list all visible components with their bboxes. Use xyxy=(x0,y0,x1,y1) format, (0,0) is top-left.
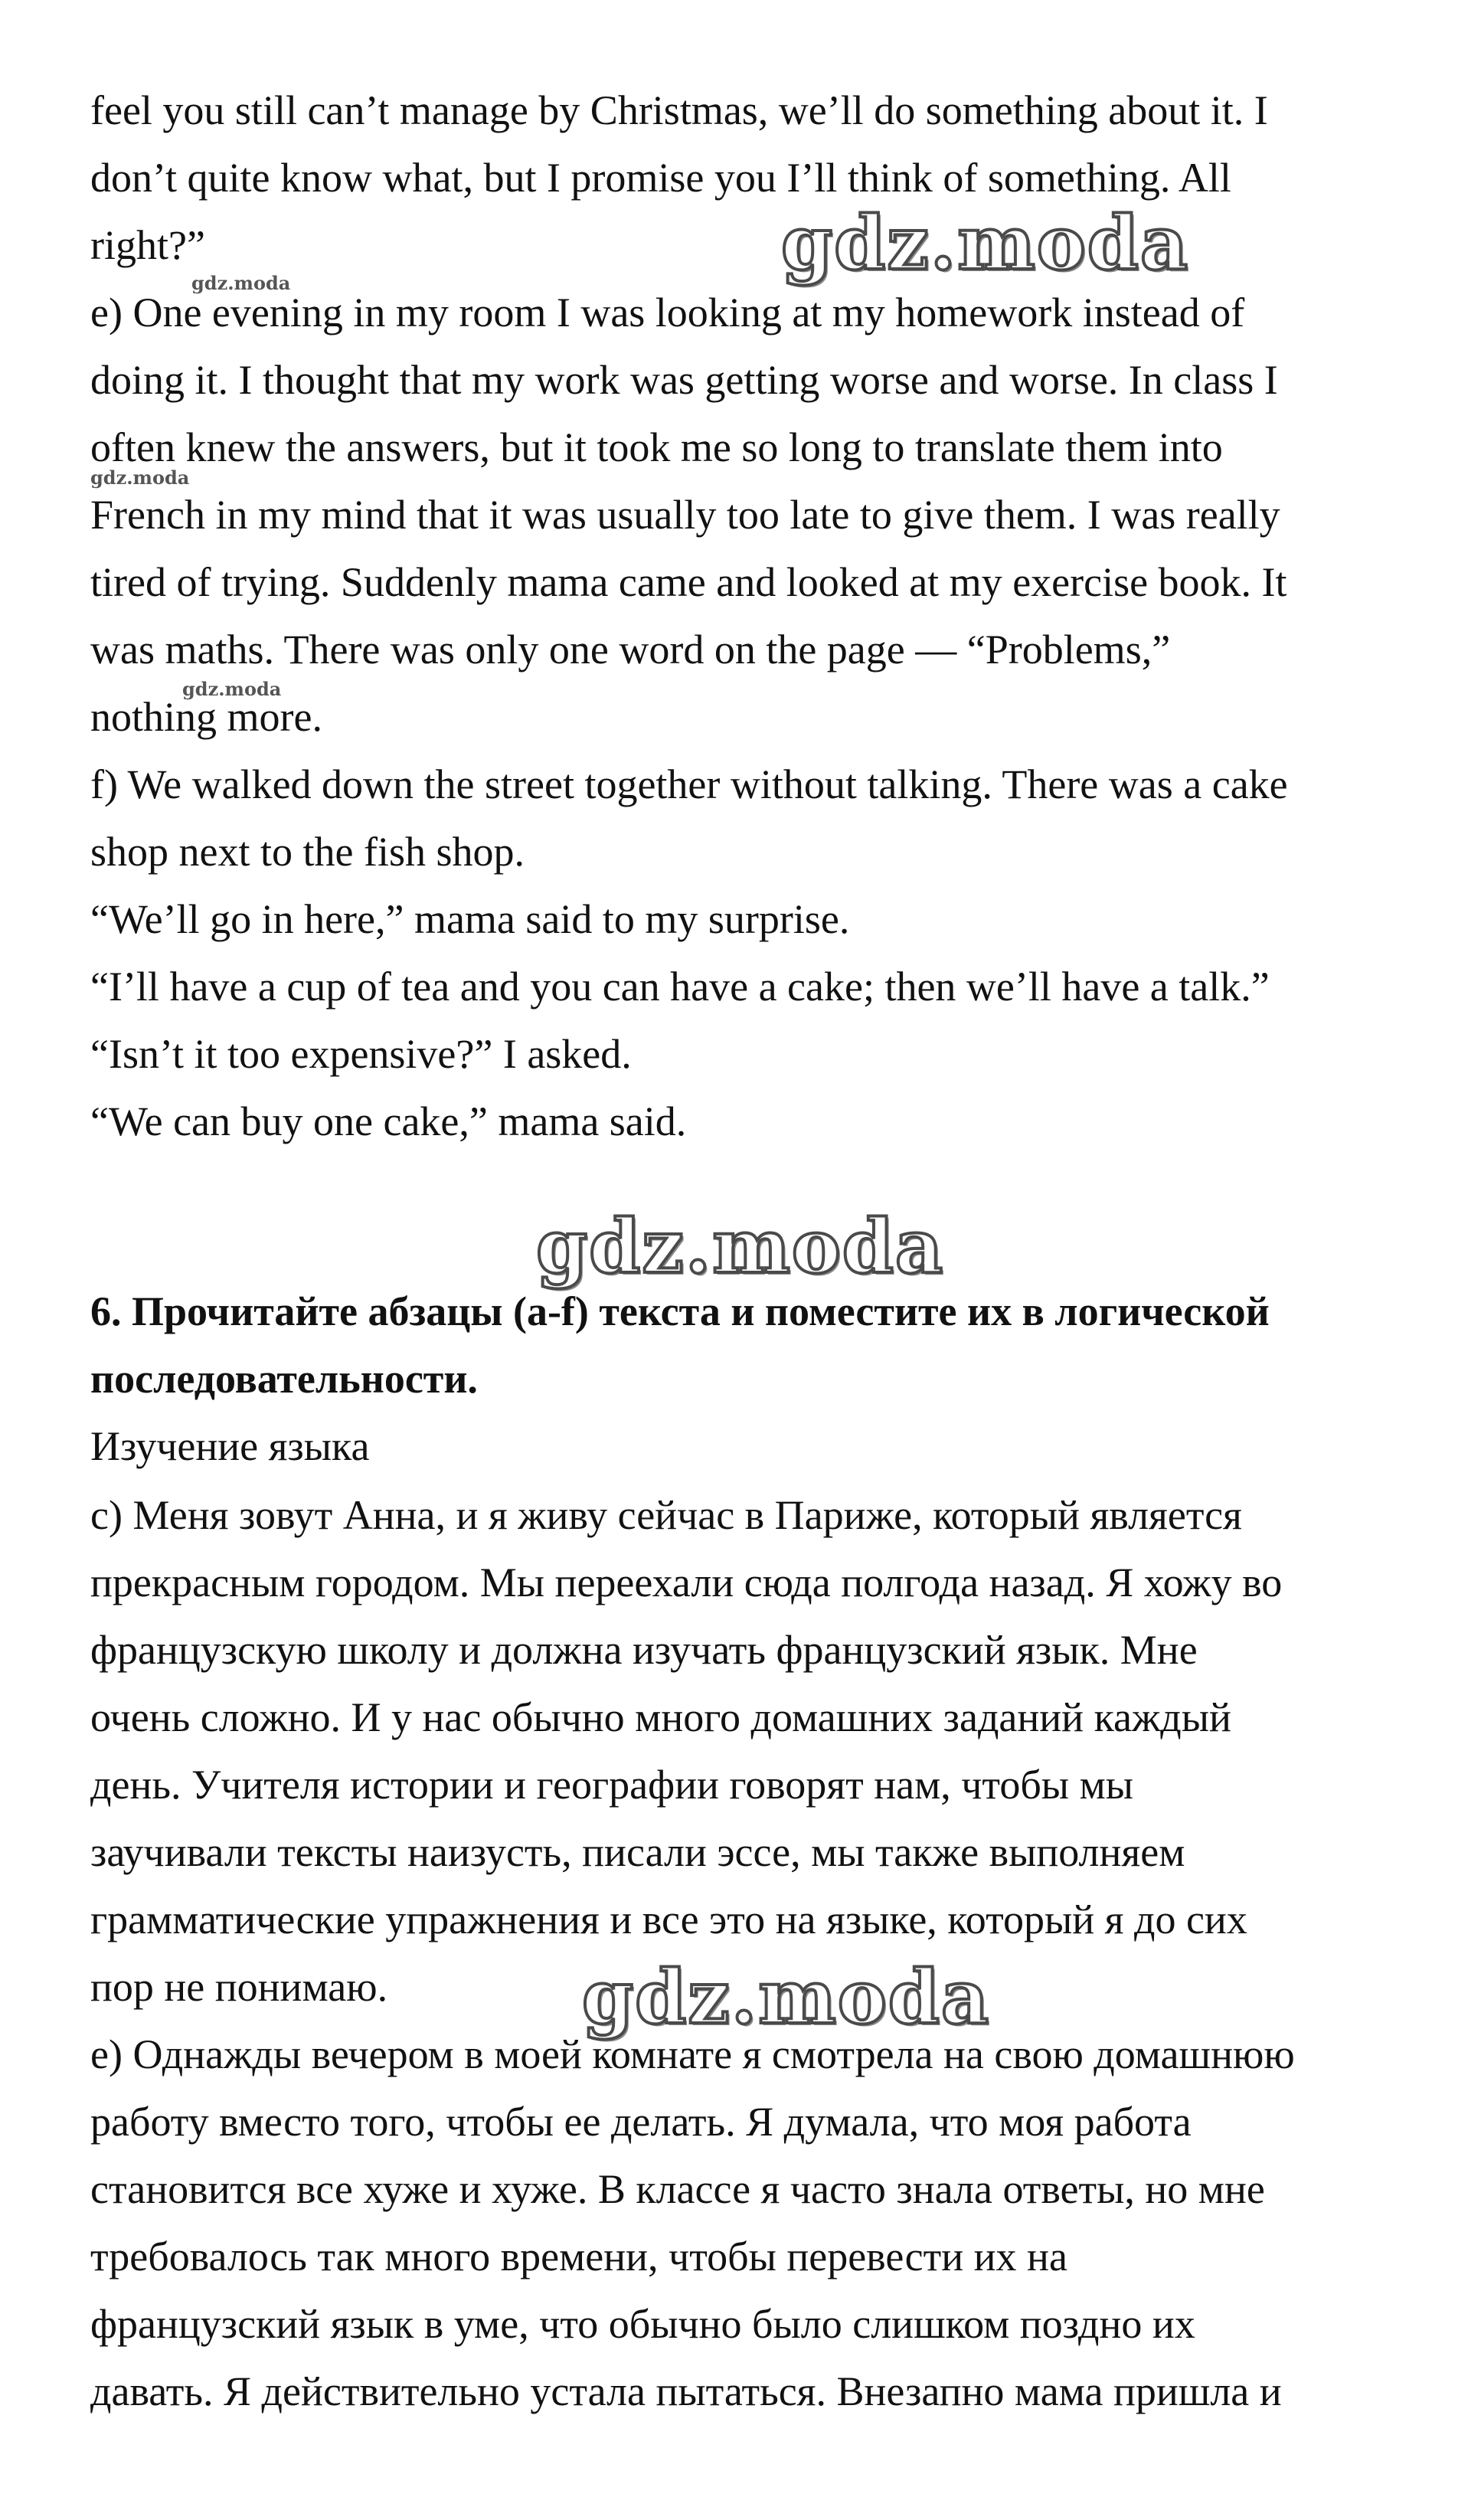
text-line: tired of trying. Suddenly mama came and looked at my exercise book. It xyxy=(90,559,1287,605)
english-passage xyxy=(90,77,1407,1155)
task-heading xyxy=(90,1278,1407,1480)
text-line: прекрасным городом. Мы переехали сюда полгода назад. Я хожу во xyxy=(90,1559,1283,1605)
text-line: shop next to the fish shop. xyxy=(90,829,525,875)
text-line: doing it. I thought that my work was getting worse and worse. In class I xyxy=(90,357,1278,403)
watermark: gdz.moda xyxy=(536,1203,945,1290)
text-line: грамматические упражнения и все это на языке, который я до сих xyxy=(90,1897,1247,1942)
text-line: c) Меня зовут Анна, и я живу сейчас в Париже, который является xyxy=(90,1492,1242,1538)
watermark-small: gdz.moda xyxy=(191,272,291,294)
text-line: французский язык в уме, что обычно было слишком поздно их xyxy=(90,2301,1195,2347)
text-line: становится все хуже и хуже. В классе я часто знала ответы, но мне xyxy=(90,2166,1265,2212)
text-line: пор не понимаю. xyxy=(90,1964,388,2010)
task-subtitle: Изучение языка xyxy=(90,1423,370,1469)
russian-passage xyxy=(90,1481,1407,2425)
text-line: день. Учителя истории и географии говорят нам, чтобы мы xyxy=(90,1762,1134,1808)
text-line: feel you still can’t manage by Christmas, we’ll do something about it. I xyxy=(90,87,1268,133)
text-line: don’t quite know what, but I promise you I’ll think of something. All xyxy=(90,155,1231,201)
text-line: f) We walked down the street together without talking. There was a cake xyxy=(90,761,1288,807)
text-line: nothing more. xyxy=(90,694,322,740)
text-line: often knew the answers, but it took me so long to translate them into xyxy=(90,424,1223,470)
task-title-line: последовательности. xyxy=(90,1356,478,1402)
watermark-small: gdz.moda xyxy=(182,678,282,700)
text-line: French in my mind that it was usually too late to give them. I was really xyxy=(90,492,1280,538)
text-line: очень сложно. И у нас обычно много домашних заданий каждый xyxy=(90,1694,1231,1740)
text-line: right?” xyxy=(90,222,205,268)
text-line: “Isn’t it too expensive?” I asked. xyxy=(90,1031,632,1077)
text-line: was maths. There was only one word on the page — “Problems,” xyxy=(90,627,1171,673)
text-line: давать. Я действительно устала пытаться. Внезапно мама пришла и xyxy=(90,2368,1282,2414)
text-line: французскую школу и должна изучать французский язык. Мне xyxy=(90,1627,1198,1673)
text-line: “We can buy one cake,” mama said. xyxy=(90,1098,687,1144)
watermark: gdz.moda xyxy=(582,1954,991,2041)
text-line: “I’ll have a cup of tea and you can have a cake; then we’ll have a talk.” xyxy=(90,964,1270,1010)
text-line: требовалось так много времени, чтобы перевести их на xyxy=(90,2234,1067,2279)
watermark: gdz.moda xyxy=(781,200,1190,286)
text-line: заучивали тексты наизусть, писали эссе, мы также выполняем xyxy=(90,1829,1185,1875)
text-line: работу вместо того, чтобы ее делать. Я думала, что моя работа xyxy=(90,2099,1192,2145)
text-line: e) Однажды вечером в моей комнате я смотрела на свою домашнюю xyxy=(90,2031,1295,2077)
text-line: e) One evening in my room I was looking at my homework instead of xyxy=(90,290,1245,335)
watermark-small: gdz.moda xyxy=(90,466,190,489)
text-line: “We’ll go in here,” mama said to my surprise. xyxy=(90,896,850,942)
task-title-line: 6. Прочитайте абзацы (a-f) текста и поместите их в логической xyxy=(90,1288,1270,1334)
